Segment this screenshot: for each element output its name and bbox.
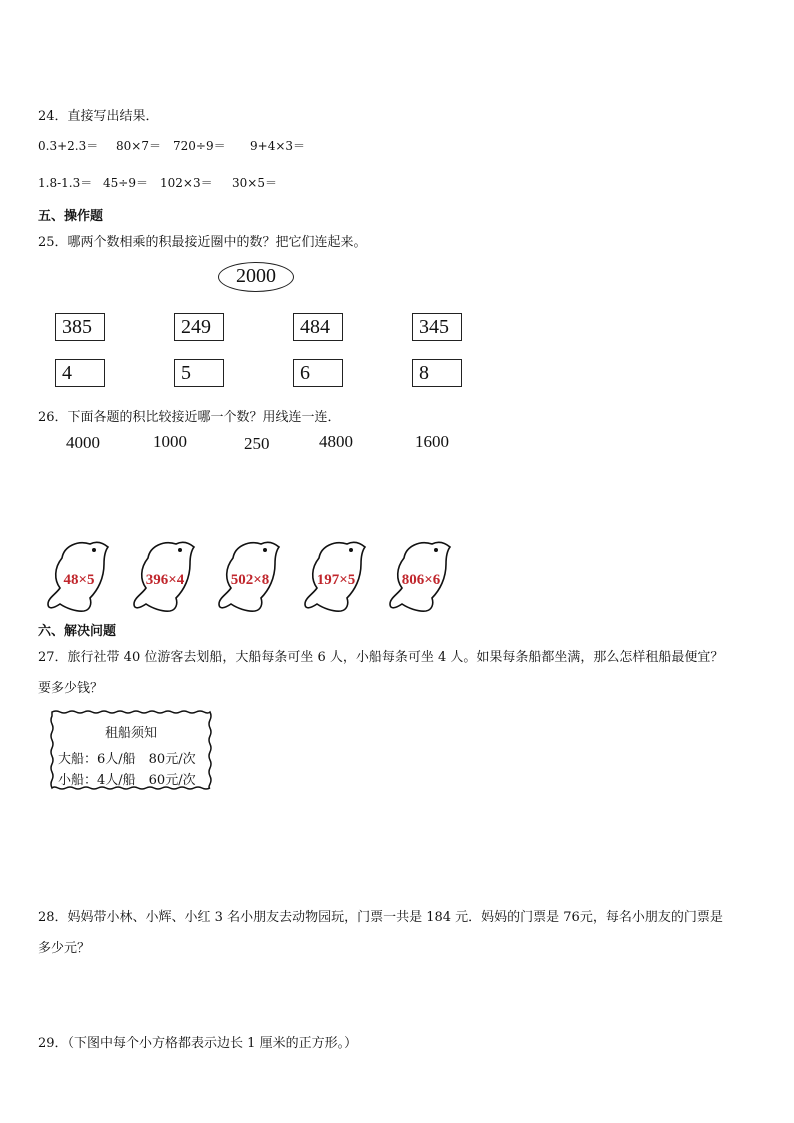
- q25-bottom-box-1: 4: [55, 359, 105, 387]
- q26-expression-3: 502×8: [230, 572, 270, 588]
- notice-title: 租船须知: [104, 726, 157, 741]
- q24-row2-item2: 45÷9＝: [103, 176, 148, 190]
- q26-target-4: 4800: [319, 432, 353, 451]
- q24-row2-item4: 30×5＝: [232, 176, 277, 190]
- q26-target-5: 1600: [415, 432, 449, 451]
- boat-rental-notice: [50, 710, 212, 790]
- q25-circle-target: 2000: [218, 262, 294, 292]
- q24-row2-item3: 102×3＝: [160, 176, 213, 190]
- q28-line-1: 28．妈妈带小林、小辉、小红 3 名小朋友去动物园玩，门票一共是 184 元．妈妈的门票是 76元，每名小朋友的门票是: [38, 910, 723, 925]
- q24-row1-item4: 9+4×3＝: [250, 139, 306, 153]
- q26-target-1: 4000: [66, 433, 100, 452]
- q26-target-3: 250: [244, 434, 270, 453]
- section-heading-operations: 五、操作题: [38, 209, 104, 224]
- notice-small-boat: 小船：4人/船 60元/次: [58, 773, 196, 788]
- q25-title: 25．哪两个数相乘的积最接近圈中的数？把它们连起来。: [38, 235, 367, 250]
- q26-expression-1: 48×5: [63, 572, 95, 588]
- q26-expression-5: 806×6: [401, 572, 441, 588]
- q25-bottom-box-3: 6: [293, 359, 343, 387]
- q26-ghost-5: [386, 538, 456, 614]
- q24-row2-item1: 1.8-1.3＝: [38, 176, 93, 190]
- q26-ghost-4: [301, 538, 371, 614]
- q26-ghost-2: [130, 538, 200, 614]
- section-heading-problems: 六、解决问题: [38, 624, 117, 639]
- q26-title: 26．下面各题的积比较接近哪一个数？用线连一连．: [38, 410, 341, 425]
- q24-title: 24．直接写出结果．: [38, 109, 159, 124]
- q24-row1-item3: 720÷9＝: [173, 139, 226, 153]
- q25-top-box-2: 249: [174, 313, 224, 341]
- q27-line-1: 27．旅行社带 40 位游客去划船，大船每条可坐 6 人，小船每条可坐 4 人。如果每条船都坐满，那么怎样租船最便宜？: [38, 650, 724, 665]
- q25-bottom-box-2: 5: [174, 359, 224, 387]
- q25-top-box-3: 484: [293, 313, 343, 341]
- q24-row1-item1: 0.3+2.3＝: [38, 139, 99, 153]
- q28-line-2: 多少元？: [38, 941, 91, 956]
- q27-line-2: 要多少钱？: [38, 681, 104, 696]
- notice-big-boat: 大船：6人/船 80元/次: [58, 752, 196, 767]
- q24-row1-item2: 80×7＝: [116, 139, 161, 153]
- q26-expression-2: 396×4: [145, 572, 185, 588]
- q25-top-box-1: 385: [55, 313, 105, 341]
- q26-expression-4: 197×5: [316, 572, 356, 588]
- q26-ghost-3: [215, 538, 285, 614]
- q26-target-2: 1000: [153, 432, 187, 451]
- q25-bottom-box-4: 8: [412, 359, 462, 387]
- q25-top-box-4: 345: [412, 313, 462, 341]
- q26-ghost-1: [44, 538, 114, 614]
- q29-line-1: 29．（下图中每个小方格都表示边长 1 厘米的正方形。）: [38, 1036, 358, 1051]
